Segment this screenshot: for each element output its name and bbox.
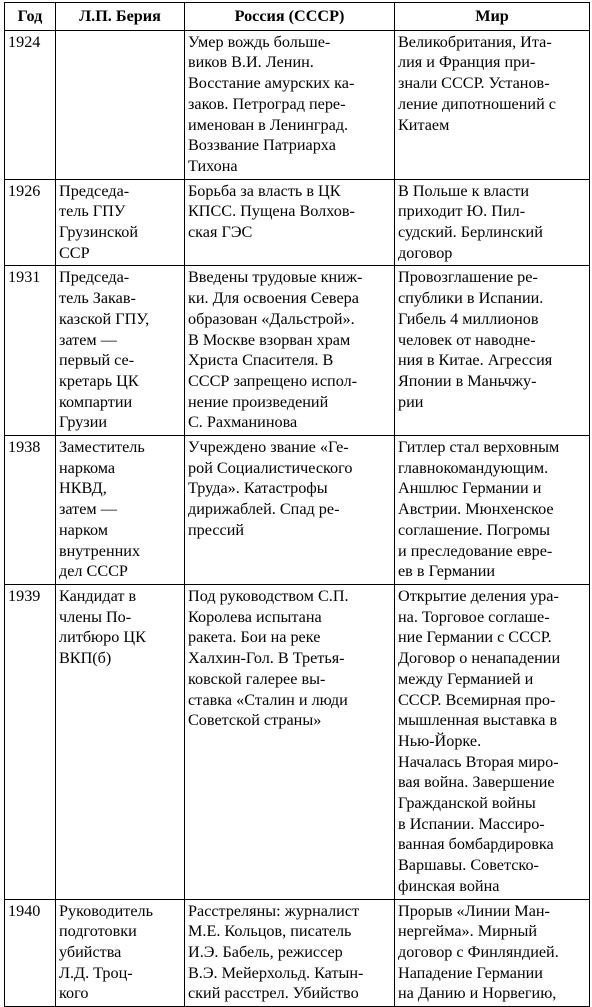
table-row (5, 179, 590, 266)
table-row (5, 30, 590, 179)
cell-beria: Заместитель наркома НКВД, затем — нарком внутренних дел СССР (56, 436, 185, 585)
cell-world: В Польше к власти приходит Ю. Пил- судский. Берлинский договор (395, 179, 590, 266)
cell-beria: Кандидат в члены По- литбюро ЦК ВКП(б) (56, 584, 185, 899)
table-row (5, 899, 590, 1007)
header-world: Мир (395, 3, 590, 31)
cell-year: 1939 (5, 584, 56, 899)
header-russia: Россия (СССР) (185, 3, 395, 31)
cell-russia: Введены трудовые книж- ки. Для освоения Севера образован «Дальстрой». В Москве взорван храм Христа Спасителя. В СССР запрещено испол- нение произведений С. Рахманинова (185, 266, 395, 436)
cell-year: 1938 (5, 436, 56, 585)
cell-year: 1924 (5, 30, 56, 179)
cell-beria: Руководитель подготовки убийства Л.Д. Троц- кого (56, 899, 185, 1007)
cell-russia: Умер вождь больше- виков В.И. Ленин. Восстание амурских ка- заков. Петроград пере- именован в Ленинград. Воззвание Патриарха Тихона (185, 30, 395, 179)
cell-world: Гитлер стал верховным главнокомандующим. Аншлюс Германии и Австрии. Мюнхенское соглашение. Погромы и преследование евре- ев в Германии (395, 436, 590, 585)
cell-russia: Борьба за власть в ЦК КПСС. Пущена Волхов- ская ГЭС (185, 179, 395, 266)
table-row (5, 266, 590, 436)
cell-year: 1931 (5, 266, 56, 436)
cell-world: Провозглашение ре- спублики в Испании. Гибель 4 миллионов человек от наводне- ния в Китае. Агрессия Японии в Маньчжу- рии (395, 266, 590, 436)
cell-beria: Председа- тель ГПУ Грузинской ССР (56, 179, 185, 266)
table-row (5, 436, 590, 585)
cell-world: Прорыв «Линии Ман- нергейма». Мирный договор с Финляндией. Нападение Германии на Данию и Норвегию, (395, 899, 590, 1007)
cell-world: Великобритания, Ита- лия и Франция при- знали СССР. Установ- ление дипотношений с Китаем (395, 30, 590, 179)
table-row (5, 584, 590, 899)
cell-beria: Председа- тель Закав- казской ГПУ, затем — первый се- кретарь ЦК компартии Грузии (56, 266, 185, 436)
cell-year: 1926 (5, 179, 56, 266)
cell-russia: Под руководством С.П. Королева испытана ракета. Бои на реке Халхин-Гол. В Третья- ковской галерее вы- ставка «Сталин и люди Советской страны» (185, 584, 395, 899)
cell-world: Открытие деления ура- на. Торговое соглаше- ние Германии с СССР. Договор о ненападении между Германией и СССР. Всемирная про- мышленная выставка в Нью-Йорке. Началась Вторая миро- вая война. Завершение Гражданской войны в Испании. Массиро- ванная бомбардировка Варшавы. Советско- финская война (395, 584, 590, 899)
cell-beria (56, 30, 185, 179)
header-year: Год (5, 3, 56, 31)
cell-year: 1940 (5, 899, 56, 1007)
chronology-table (4, 2, 590, 1007)
table-header-row (5, 3, 590, 31)
cell-russia: Расстреляны: журналист М.Е. Кольцов, писатель И.Э. Бабель, режиссер В.Э. Мейерхольд. Катын- ский расстрел. Убийство (185, 899, 395, 1007)
header-beria: Л.П. Берия (56, 3, 185, 31)
cell-russia: Учреждено звание «Ге- рой Социалистического Труда». Катастрофы дирижаблей. Спад ре- прессий (185, 436, 395, 585)
